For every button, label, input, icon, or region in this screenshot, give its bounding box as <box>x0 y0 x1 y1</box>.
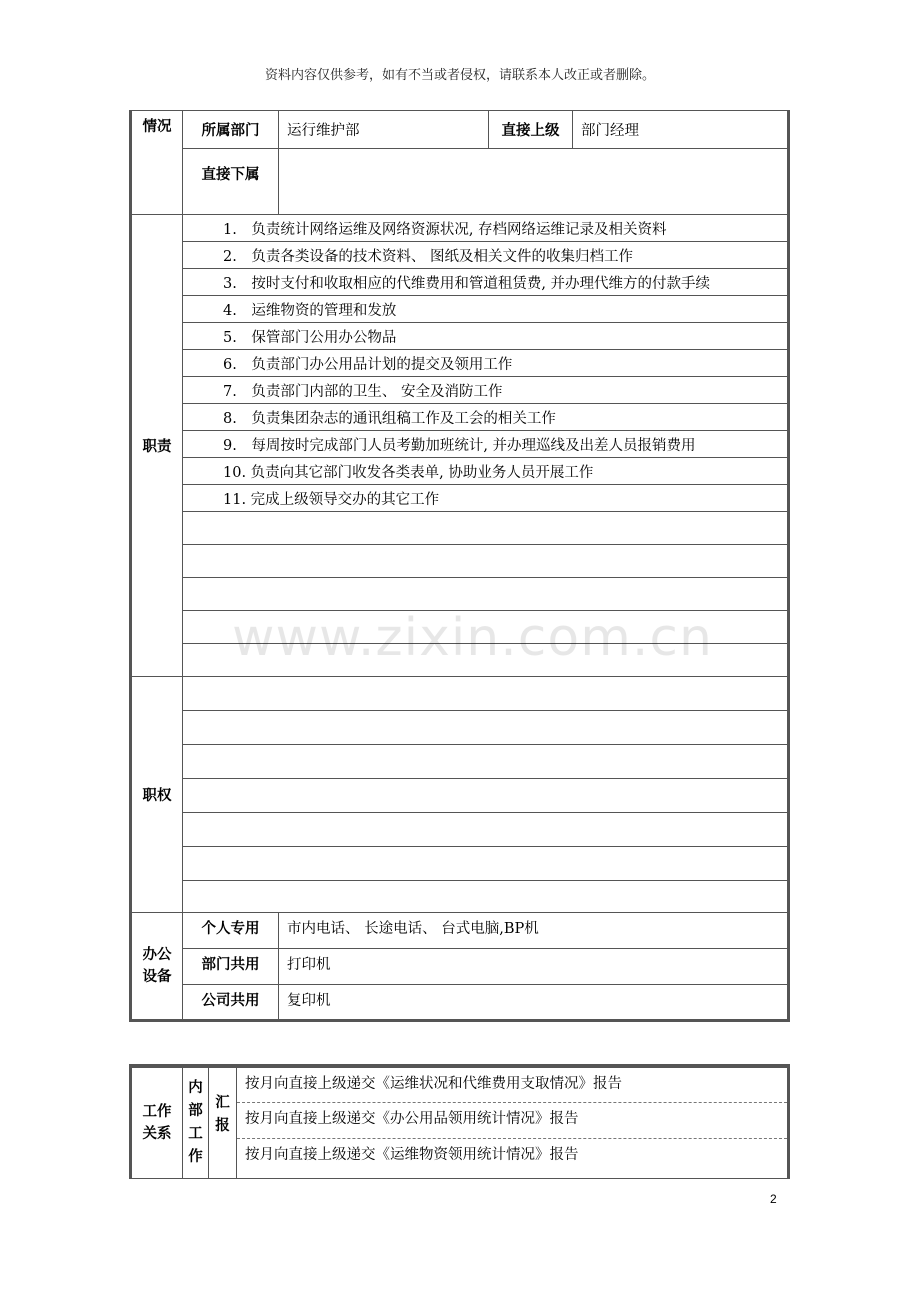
report-char: 汇 <box>215 1095 230 1111</box>
duty-item: 4. 运维物资的管理和发放 <box>183 296 789 323</box>
equipment-label-line1: 办公 <box>142 947 172 963</box>
report-item: 按月向直接上级递交《运维状况和代维费用支取情况》报告 <box>237 1066 789 1102</box>
equipment-type: 部门共用 <box>183 949 279 985</box>
work-relations-label <box>131 1066 183 1178</box>
equipment-label <box>131 913 183 1021</box>
equipment-type: 公司共用 <box>183 985 279 1021</box>
internal-char: 内 <box>188 1079 203 1096</box>
authority-empty-row <box>183 677 789 711</box>
work-relations-label-line1: 工作 <box>142 1103 172 1120</box>
authority-empty-row <box>183 847 789 881</box>
equipment-items: 复印机 <box>279 985 789 1021</box>
authority-label: 职权 <box>131 677 183 913</box>
duty-item: 2. 负责各类设备的技术资料、 图纸及相关文件的收集归档工作 <box>183 242 789 269</box>
dept-label: 所属部门 <box>183 111 279 149</box>
duty-empty-row <box>183 512 789 545</box>
duty-empty-row <box>183 545 789 578</box>
work-relations-label-line2: 关系 <box>142 1125 172 1142</box>
duty-empty-row <box>183 611 789 644</box>
equipment-items: 打印机 <box>279 949 789 985</box>
job-description-table <box>129 110 790 1022</box>
disclaimer-text: 资料内容仅供参考，如有不当或者侵权，请联系本人改正或者删除。 <box>264 68 655 83</box>
duty-item: 6. 负责部门办公用品计划的提交及领用工作 <box>183 350 789 377</box>
internal-char: 工 <box>188 1125 203 1142</box>
authority-empty-row <box>183 813 789 847</box>
report-item: 按月向直接上级递交《办公用品领用统计情况》报告 <box>237 1102 789 1138</box>
page-number: 2 <box>770 1192 777 1206</box>
work-relations-table <box>129 1064 790 1179</box>
duty-item: 10. 负责向其它部门收发各类表单, 协助业务人员开展工作 <box>183 458 789 485</box>
report-char: 报 <box>215 1118 230 1134</box>
internal-char: 作 <box>188 1148 203 1165</box>
superior-label: 直接上级 <box>489 111 573 149</box>
duty-item: 9. 每周按时完成部门人员考勤加班统计, 并办理巡线及出差人员报销费用 <box>183 431 789 458</box>
duty-item: 7. 负责部门内部的卫生、 安全及消防工作 <box>183 377 789 404</box>
authority-empty-row <box>183 779 789 813</box>
duty-item: 8. 负责集团杂志的通讯组稿工作及工会的相关工作 <box>183 404 789 431</box>
duty-item: 1. 负责统计网络运维及网络资源状况, 存档网络运维记录及相关资料 <box>183 215 789 242</box>
subordinate-value <box>279 149 789 215</box>
authority-empty-row <box>183 881 789 913</box>
internal-work-label <box>183 1066 209 1178</box>
equipment-type: 个人专用 <box>183 913 279 949</box>
superior-value: 部门经理 <box>573 111 789 149</box>
dept-value: 运行维护部 <box>279 111 489 149</box>
authority-empty-row <box>183 711 789 745</box>
report-item: 按月向直接上级递交《运维物资领用统计情况》报告 <box>237 1138 789 1178</box>
duties-label: 职责 <box>131 215 183 677</box>
internal-char: 部 <box>188 1102 203 1119</box>
duty-empty-row <box>183 644 789 677</box>
authority-empty-row <box>183 745 789 779</box>
report-label <box>209 1066 237 1178</box>
watermark: www.zixin.com.cn <box>232 608 713 668</box>
equipment-label-line2: 设备 <box>142 969 172 985</box>
duty-empty-row <box>183 578 789 611</box>
duty-item: 5. 保管部门公用办公物品 <box>183 323 789 350</box>
equipment-items: 市内电话、 长途电话、 台式电脑,BP机 <box>279 913 789 949</box>
subordinate-label: 直接下属 <box>183 149 279 215</box>
duty-item: 11. 完成上级领导交办的其它工作 <box>183 485 789 512</box>
section-label-situation: 情况 <box>131 111 183 215</box>
duty-item: 3. 按时支付和收取相应的代维费用和管道租赁费, 并办理代维方的付款手续 <box>183 269 789 296</box>
